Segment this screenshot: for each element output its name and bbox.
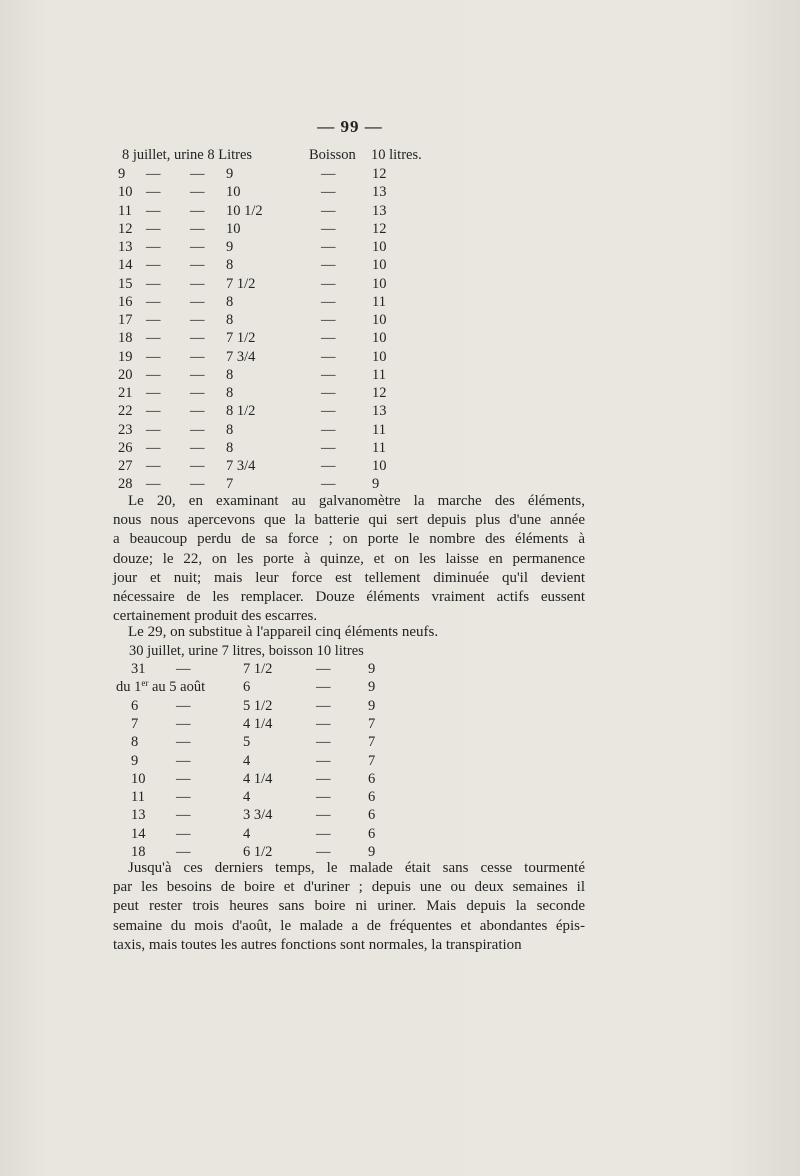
urine-cell: 4 bbox=[243, 825, 251, 842]
dash-cell: — bbox=[321, 312, 336, 328]
day-cell: 17 bbox=[118, 312, 133, 328]
urine-cell: 4 1/4 bbox=[243, 715, 273, 732]
dash-cell: — bbox=[321, 421, 336, 438]
boisson-cell: 11 bbox=[372, 366, 386, 383]
paragraph-line: certainement produit des escarres. bbox=[113, 608, 318, 625]
urine-cell: 8 bbox=[226, 366, 234, 383]
dash-cell: — bbox=[321, 458, 336, 474]
urine-cell: 4 bbox=[243, 752, 251, 769]
boisson-cell: 7 bbox=[368, 734, 376, 751]
boisson-cell: 11 bbox=[372, 421, 386, 438]
dash-cell: — bbox=[146, 439, 161, 456]
dash-cell: — bbox=[190, 184, 205, 201]
paragraph-line: Jusqu'à ces derniers temps, le malade était sans cesse tourmenté bbox=[128, 860, 585, 876]
day-cell: 9 bbox=[118, 166, 126, 182]
dash-cell: — bbox=[321, 166, 336, 182]
boisson-cell: 11 bbox=[372, 293, 386, 310]
paragraph-line: peut rester trois heures sans boire ni uriner. Mais depuis la seconde bbox=[113, 898, 585, 915]
dash-cell: — bbox=[176, 734, 191, 751]
urine-cell: 10 bbox=[226, 220, 241, 237]
day-cell: 9 bbox=[131, 752, 139, 769]
boisson-cell: 12 bbox=[372, 385, 387, 401]
boisson-cell: 12 bbox=[372, 166, 387, 182]
dash-cell: — bbox=[190, 403, 205, 420]
boisson-cell: 13 bbox=[372, 403, 387, 420]
dash-cell: — bbox=[316, 807, 331, 824]
dash-cell: — bbox=[316, 661, 331, 677]
day-cell: 15 bbox=[118, 275, 133, 292]
dash-cell: — bbox=[146, 257, 161, 274]
page-number: — 99 — bbox=[317, 117, 383, 136]
dash-cell: — bbox=[321, 439, 336, 456]
dash-cell: — bbox=[146, 366, 161, 383]
urine-cell: 8 bbox=[226, 421, 234, 438]
dash-cell: — bbox=[146, 293, 161, 310]
dash-cell: — bbox=[316, 734, 331, 751]
urine-cell: 5 1/2 bbox=[243, 697, 273, 714]
dash-cell: — bbox=[316, 789, 331, 806]
dash-cell: — bbox=[321, 239, 336, 255]
paragraph-line: Le 20, en examinant au galvanomètre la marche des éléments, bbox=[128, 493, 585, 509]
dash-cell: — bbox=[146, 330, 161, 347]
urine-cell: 7 bbox=[226, 476, 234, 493]
day-cell: 20 bbox=[118, 366, 133, 383]
dash-cell: — bbox=[146, 348, 161, 365]
boisson-cell: 10 bbox=[372, 257, 387, 274]
dash-cell: — bbox=[146, 421, 161, 438]
day-cell: 14 bbox=[118, 257, 133, 274]
dash-cell: — bbox=[321, 184, 336, 201]
boisson-cell: 13 bbox=[372, 202, 387, 219]
dash-cell: — bbox=[190, 366, 205, 383]
dash-cell: — bbox=[316, 715, 331, 732]
boisson-cell: 10 bbox=[372, 330, 387, 347]
day-cell: 13 bbox=[118, 239, 133, 255]
day-range-end: au 5 août bbox=[148, 679, 206, 696]
paragraph-line: semaine du mois d'août, le malade a de fréquentes et abondantes épis- bbox=[113, 917, 585, 934]
urine-cell: 9 bbox=[226, 166, 234, 182]
day-cell: 14 bbox=[131, 825, 146, 842]
urine-cell: 7 3/4 bbox=[226, 458, 256, 474]
urine-cell: 10 1/2 bbox=[226, 202, 263, 219]
day-cell: 10 bbox=[118, 184, 133, 201]
urine-cell: 8 bbox=[226, 385, 234, 401]
dash-cell: — bbox=[190, 239, 205, 255]
boisson-cell: 10 bbox=[372, 348, 387, 365]
urine-cell: 8 bbox=[226, 439, 234, 456]
dash-cell: — bbox=[321, 293, 336, 310]
ordinal-suffix: er bbox=[141, 678, 149, 689]
header-value: 10 litres. bbox=[371, 147, 422, 163]
urine-cell: 7 1/2 bbox=[226, 330, 256, 347]
dash-cell: — bbox=[190, 458, 205, 474]
urine-cell: 7 1/2 bbox=[226, 275, 256, 292]
dash-cell: — bbox=[321, 366, 336, 383]
dash-cell: — bbox=[176, 752, 191, 769]
day-cell: 28 bbox=[118, 476, 133, 493]
paragraph-line: a beaucoup perdu de sa force ; on porte le nombre des éléments à bbox=[113, 531, 585, 548]
urine-cell: 7 1/2 bbox=[243, 661, 273, 677]
dash-cell: — bbox=[146, 312, 161, 328]
urine-cell: 3 3/4 bbox=[243, 807, 273, 824]
day-cell: 11 bbox=[118, 202, 132, 219]
day-cell: 16 bbox=[118, 293, 133, 310]
dash-cell: — bbox=[316, 770, 331, 787]
dash-cell: — bbox=[321, 348, 336, 365]
dash-cell: — bbox=[146, 458, 161, 474]
dash-cell: — bbox=[146, 184, 161, 201]
boisson-cell: 10 bbox=[372, 312, 387, 328]
day-range-cell bbox=[116, 678, 205, 697]
paragraph-line: par les besoins de boire et d'uriner ; depuis une ou deux semaines il bbox=[113, 879, 585, 896]
dash-cell: — bbox=[146, 239, 161, 255]
boisson-cell: 6 bbox=[368, 770, 376, 787]
day-cell: 22 bbox=[118, 403, 133, 420]
boisson-cell: 12 bbox=[372, 220, 387, 237]
day-cell: 8 bbox=[131, 734, 139, 751]
urine-cell: 4 bbox=[243, 789, 251, 806]
paragraph-line: nous nous apercevons que la batterie qui sert depuis plus d'une année bbox=[113, 512, 585, 529]
boisson-cell: 6 bbox=[368, 807, 376, 824]
dash-cell: — bbox=[146, 220, 161, 237]
paragraph-line: jour et nuit; mais leur force est tellement diminuée qu'il devient bbox=[113, 569, 585, 586]
dash-cell: — bbox=[321, 403, 336, 420]
header-date-urine: 8 juillet, urine 8 Litres bbox=[122, 147, 253, 163]
dash-cell: — bbox=[190, 293, 205, 310]
dash-cell: — bbox=[176, 715, 191, 732]
boisson-cell: 9 bbox=[372, 476, 380, 493]
dash-cell: — bbox=[321, 385, 336, 401]
dash-cell: — bbox=[190, 330, 205, 347]
dash-cell: — bbox=[321, 476, 336, 493]
urine-cell: 8 1/2 bbox=[226, 403, 256, 420]
dash-cell: — bbox=[316, 679, 331, 696]
day-cell: 31 bbox=[131, 661, 146, 677]
boisson-cell: 7 bbox=[368, 715, 376, 732]
urine-cell: 6 1/2 bbox=[243, 844, 273, 860]
day-cell: 12 bbox=[118, 220, 133, 237]
boisson-cell: 9 bbox=[368, 679, 376, 696]
urine-cell: 4 1/4 bbox=[243, 770, 273, 787]
paragraph-line: nécessaire de les remplacer. Douze éléments vraiment actifs eussent bbox=[113, 589, 585, 606]
day-cell: 6 bbox=[131, 697, 139, 714]
urine-cell: 7 3/4 bbox=[226, 348, 256, 365]
day-cell: 18 bbox=[131, 844, 146, 860]
dash-cell: — bbox=[316, 825, 331, 842]
boisson-cell: 10 bbox=[372, 239, 387, 255]
day-cell: 11 bbox=[131, 789, 145, 806]
paragraph-symptoms bbox=[113, 859, 585, 955]
dash-cell: — bbox=[316, 697, 331, 714]
dash-cell: — bbox=[190, 348, 205, 365]
dash-cell: — bbox=[176, 807, 191, 824]
dash-cell: — bbox=[190, 202, 205, 219]
dash-cell: — bbox=[316, 752, 331, 769]
dash-cell: — bbox=[146, 202, 161, 219]
day-cell: 7 bbox=[131, 715, 139, 732]
day-range-start: du 1 bbox=[116, 679, 142, 696]
boisson-cell: 9 bbox=[368, 844, 376, 860]
dash-cell: — bbox=[146, 403, 161, 420]
dash-cell: — bbox=[176, 844, 191, 860]
dash-cell: — bbox=[321, 330, 336, 347]
paragraph-line: taxis, mais toutes les autres fonctions sont normales, la transpiration bbox=[113, 936, 522, 953]
header-boisson: Boisson bbox=[309, 147, 356, 163]
dash-cell: — bbox=[190, 476, 205, 493]
day-cell: 18 bbox=[118, 330, 133, 347]
dash-cell: — bbox=[321, 202, 336, 219]
dash-cell: — bbox=[316, 844, 331, 860]
urine-cell: 8 bbox=[226, 293, 234, 310]
boisson-cell: 13 bbox=[372, 184, 387, 201]
paragraph-substitution bbox=[113, 623, 585, 642]
boisson-cell: 10 bbox=[372, 275, 387, 292]
dash-cell: — bbox=[190, 257, 205, 274]
dash-cell: — bbox=[176, 661, 191, 677]
boisson-cell: 9 bbox=[368, 697, 376, 714]
paragraph-galvanometre bbox=[113, 492, 585, 626]
dash-cell: — bbox=[190, 166, 205, 182]
dash-cell: — bbox=[146, 275, 161, 292]
dash-cell: — bbox=[321, 220, 336, 237]
boisson-cell: 7 bbox=[368, 752, 376, 769]
dash-cell: — bbox=[176, 697, 191, 714]
dash-cell: — bbox=[190, 439, 205, 456]
day-cell: 10 bbox=[131, 770, 146, 787]
urine-cell: 8 bbox=[226, 312, 234, 328]
day-cell: 19 bbox=[118, 348, 133, 365]
day-cell: 13 bbox=[131, 807, 146, 824]
dash-cell: — bbox=[176, 825, 191, 842]
urine-cell: 8 bbox=[226, 257, 234, 274]
dash-cell: — bbox=[146, 385, 161, 401]
boisson-cell: 10 bbox=[372, 458, 387, 474]
dash-cell: — bbox=[190, 421, 205, 438]
dash-cell: — bbox=[321, 257, 336, 274]
boisson-cell: 6 bbox=[368, 789, 376, 806]
urine-cell: 6 bbox=[243, 679, 251, 696]
urine-cell: 9 bbox=[226, 239, 234, 255]
boisson-cell: 9 bbox=[368, 661, 376, 677]
day-cell: 21 bbox=[118, 385, 133, 401]
header-date-urine-boisson: 30 juillet, urine 7 litres, boisson 10 litres bbox=[129, 643, 364, 659]
day-cell: 27 bbox=[118, 458, 133, 474]
day-cell: 26 bbox=[118, 439, 133, 456]
day-cell: 23 bbox=[118, 421, 133, 438]
dash-cell: — bbox=[190, 312, 205, 328]
boisson-cell: 6 bbox=[368, 825, 376, 842]
dash-cell: — bbox=[176, 789, 191, 806]
dash-cell: — bbox=[146, 166, 161, 182]
dash-cell: — bbox=[190, 220, 205, 237]
dash-cell: — bbox=[321, 275, 336, 292]
dash-cell: — bbox=[146, 476, 161, 493]
urine-cell: 10 bbox=[226, 184, 241, 201]
dash-cell: — bbox=[176, 770, 191, 787]
boisson-cell: 11 bbox=[372, 439, 386, 456]
paragraph-line: douze; le 22, on les porte à quinze, et on les laisse en permanence bbox=[113, 550, 585, 567]
paragraph-line: Le 29, on substitue à l'appareil cinq éléments neufs. bbox=[128, 624, 439, 640]
dash-cell: — bbox=[190, 385, 205, 401]
dash-cell: — bbox=[190, 275, 205, 292]
urine-cell: 5 bbox=[243, 734, 251, 751]
